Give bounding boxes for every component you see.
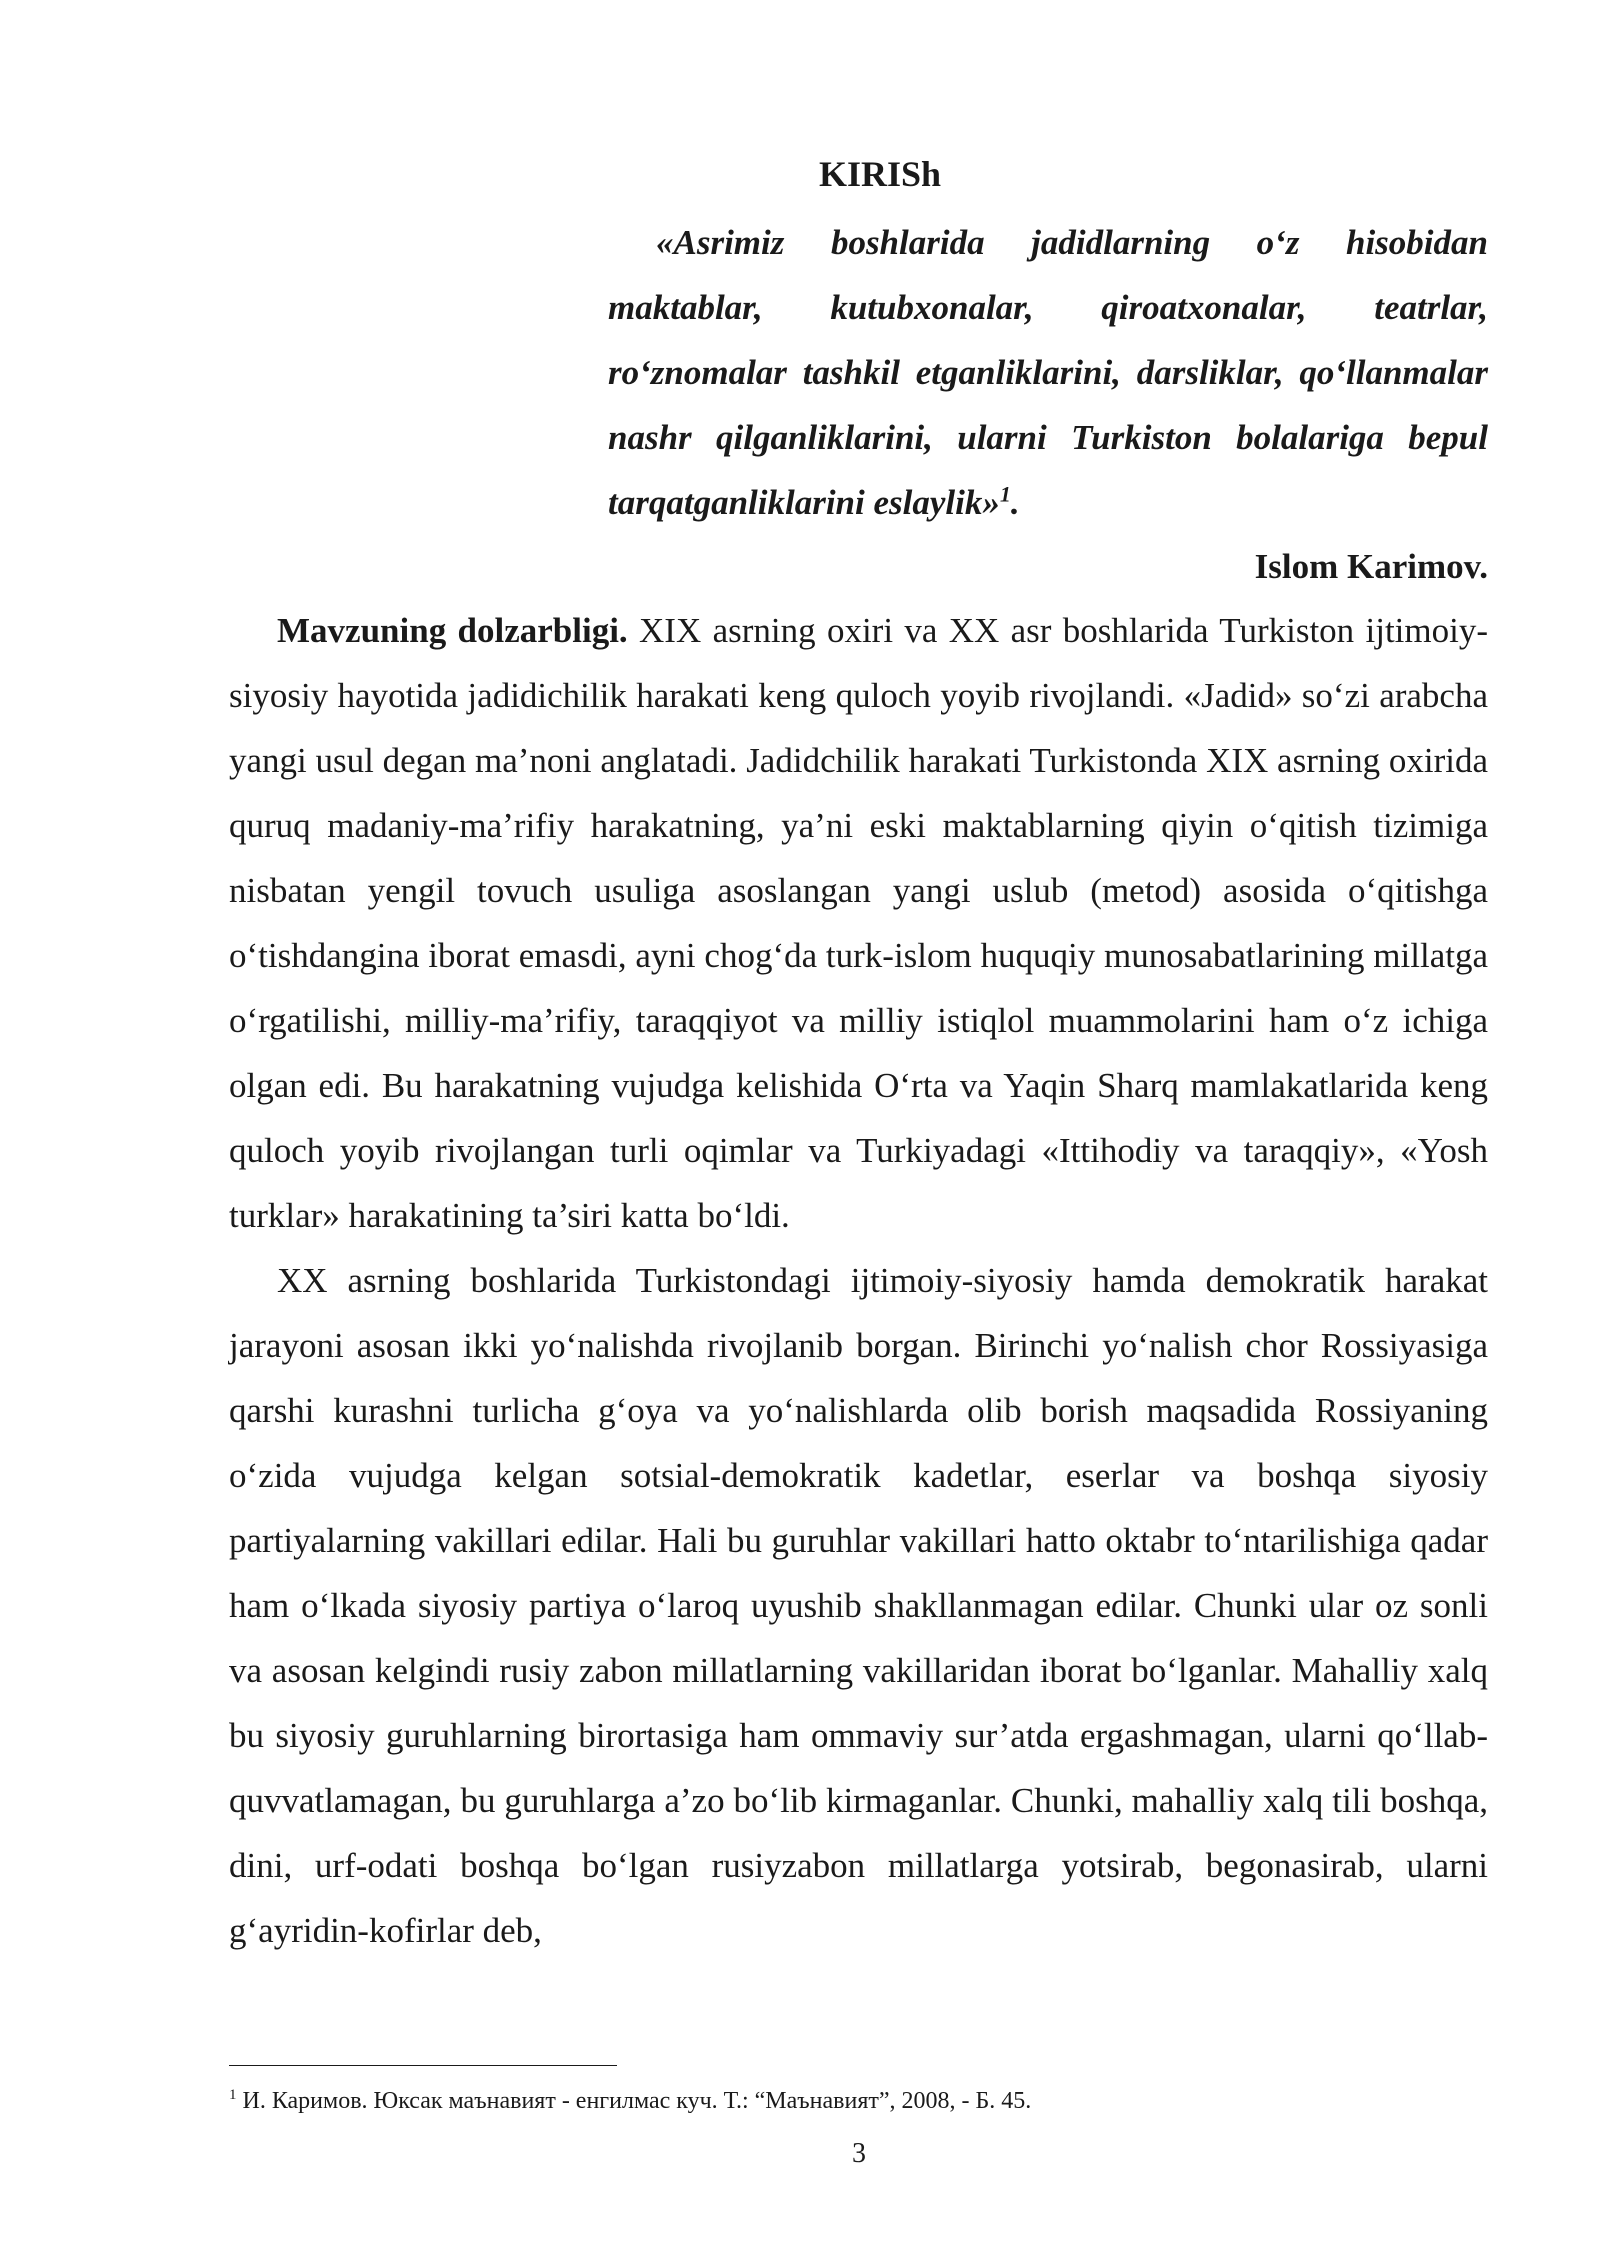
footnote-divider [229,2065,617,2066]
epigraph-quote [608,210,1488,535]
epigraph-author: Islom Karimov. [1254,547,1488,586]
paragraph-1-text: XIX asrning oxiri va XX asr boshlarida Turkiston ijtimoiy-siyosiy hayotida jadidichilik harakati keng quloch yoyib rivojlandi. «Jadid» so‘zi arabcha yangi usul degan ma’noni anglatadi. Jadidchilik harakati Turkistonda XIX asrning oxirida quruq madaniy-ma’rifiy harakatning, ya’ni eski maktablarning qiyin o‘qitish tizimiga nisbatan yengil tovuch usuliga asoslangan yangi uslub (metod) asosida o‘qitishga o‘tishdangina iborat emasdi, ayni chog‘da turk-islom huquqiy munosabatlarining millatga o‘rgatilishi, milliy-ma’rifiy, taraqqiyot va milliy istiqlol muammolarini ham o‘z ichiga olgan edi. Bu harakatning vujudga kelishida O‘rta va Yaqin Sharq mamlakatlarida keng quloch yoyib rivojlangan turli oqimlar va Turkiyadagi «Ittihodiy va taraqqiy», «Yosh turklar» harakatining ta’siri katta bo‘ldi. [229,611,1489,1235]
paragraph-lead: Mavzuning dolzarbligi. [277,611,628,650]
footnote-reference[interactable]: 1 [999,481,1011,507]
paragraph-2: XX asrning boshlarida Turkistondagi ijtimoiy-siyosiy hamda demokratik harakat jarayoni asosan ikki yo‘nalishda rivojlanib borgan. Birinchi yo‘nalish chor Rossiyasiga qarshi kurashni turlicha g‘oya va yo‘nalishlarda olib borish maqsadida Rossiyaning o‘zida vujudga kelgan sotsial-demokratik kadetlar, eserlar va boshqa siyosiy partiyalarning vakillari edilar. Hali bu guruhlar vakillari hatto oktabr to‘ntarilishiga qadar ham o‘lkada siyosiy partiya o‘laroq uyushib shakllanmagan edilar. Chunki ular oz sonli va asosan kelgindi rusiy zabon millatlarning vakillaridan iborat bo‘lganlar. Mahalliy xalq bu siyosiy guruhlarning birortasiga ham ommaviy sur’atda ergashmagan, ularni qo‘llab-quvvatlamagan, bu guruhlarga a’zo bo‘lib kirmaganlar. Chunki, mahalliy xalq tili boshqa, dini, urf-odati boshqa bo‘lgan rusiyzabon millatlarga yotsirab, begonasirab, ularni g‘ayridin-kofirlar deb, [229,1261,1488,1950]
epigraph-end: . [1010,483,1020,522]
footnote-marker: 1 [229,2087,237,2103]
paragraph-1 [229,598,1488,1248]
epigraph-text: «Asrimiz boshlarida jadidlarning o‘z hisobidan maktablar, kutubxonalar, qiroatxonalar, teatrlar, ro‘znomalar tashkil etganliklarini, darsliklar, qo‘llanmalar nashr qilganliklarini, ularni Turkiston bolalariga bepul tarqatganliklarini eslaylik» [608,223,1488,522]
footnote [229,2078,1488,2118]
page-number: 3 [852,2138,866,2169]
body-text [229,598,1488,1963]
section-heading: KIRISh [818,154,942,194]
footnote-text: И. Каримов. Юксак маънавият - енгилмас куч. Т.: “Маънавият”, 2008, - Б. 45. [236,2088,1032,2114]
